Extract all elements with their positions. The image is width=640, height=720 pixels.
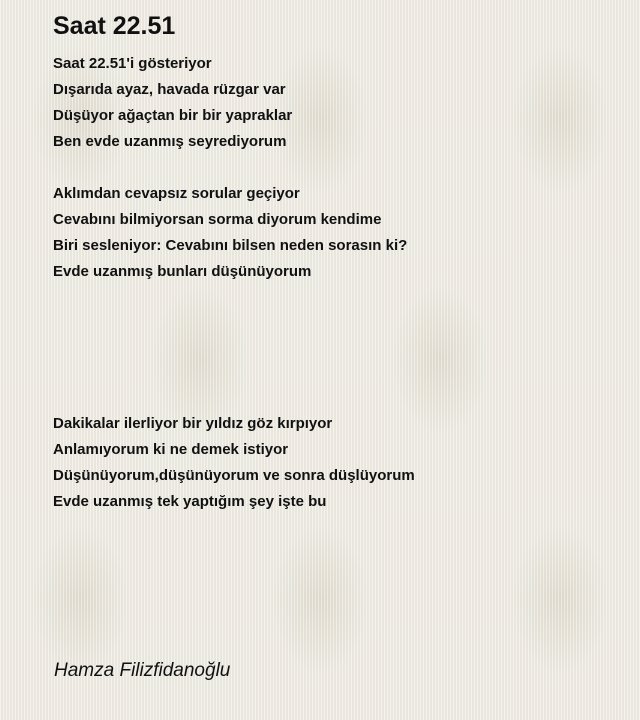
poem-line: Cevabını bilmiyorsan sorma diyorum kendime [53,211,382,228]
poem-line: Düşünüyorum,düşünüyorum ve sonra düşlüyorum [53,467,415,484]
poem-line: Aklımdan cevapsız sorular geçiyor [53,185,300,202]
poem-line: Saat 22.51'i gösteriyor [53,55,212,72]
poem-line: Evde uzanmış bunları düşünüyorum [53,263,312,280]
stanza-2 [53,181,407,285]
poem-line: Ben evde uzanmış seyrediyorum [53,133,287,150]
author-name: Hamza Filizfidanoğlu [54,660,231,681]
poem-line: Biri sesleniyor: Cevabını bilsen neden sorasın ki? [53,237,408,254]
poem-line: Dışarıda ayaz, havada rüzgar var [53,81,286,98]
poem-title: Saat 22.51 [53,12,176,40]
stanza-1 [53,51,292,155]
poem-line: Düşüyor ağaçtan bir bir yapraklar [53,107,293,124]
poem-line: Anlamıyorum ki ne demek istiyor [53,441,289,458]
stanza-3 [53,411,415,515]
poem-line: Dakikalar ilerliyor bir yıldız göz kırpıyor [53,415,333,432]
poem-line: Evde uzanmış tek yaptığım şey işte bu [53,493,327,510]
